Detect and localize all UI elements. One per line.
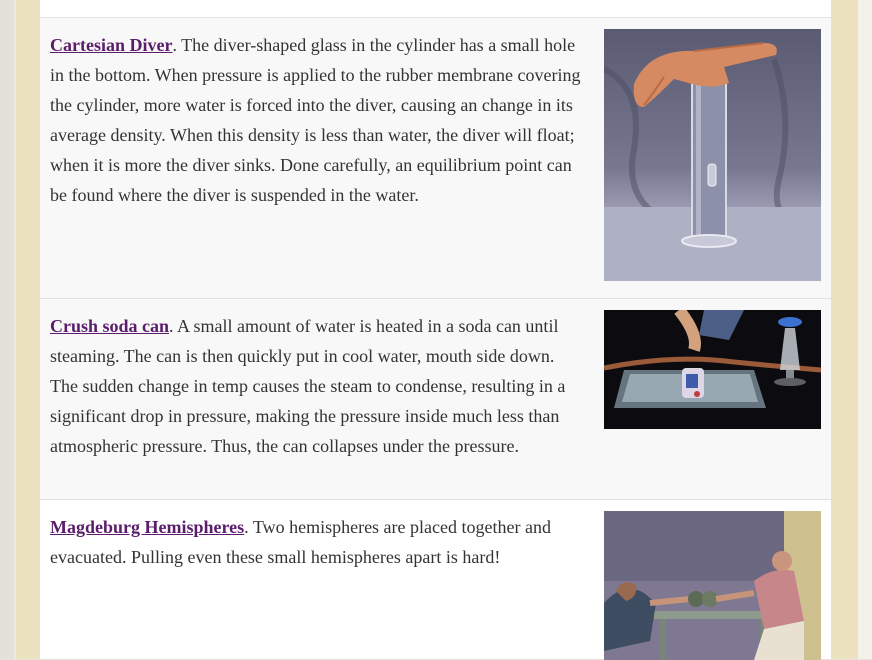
item-text (50, 30, 582, 210)
cartesian-diver-photo[interactable] (604, 29, 821, 281)
item-description: . The diver-shaped glass in the cylinder has a small hole in the bottom. When pressure is applied to the rubber membrane covering the cylinder, more water is forced into the diver, causing an change in its average density. When this density is less than water, the diver will float; when it is more the diver sinks. Done carefully, an equilibrium point can be found where the diver is suspended in the water. (50, 35, 581, 205)
item-text (50, 512, 582, 572)
item-text (50, 311, 582, 461)
item-description: . Two hemispheres are placed together and evacuated. Pulling even these small hemispheres apart is hard! (50, 517, 551, 567)
demo-link-magdeburg-hemispheres[interactable]: Magdeburg Hemispheres (50, 517, 245, 537)
demo-link-cartesian-diver[interactable]: Cartesian Diver (50, 35, 173, 55)
crush-soda-can-photo[interactable] (604, 310, 821, 429)
magdeburg-hemispheres-photo[interactable] (604, 511, 821, 660)
item-description: . A small amount of water is heated in a soda can until steaming. The can is then quickly put in cool water, mouth side down. The sudden change in temp causes the steam to condense, resulting in a significant drop in pressure, making the pressure inside much less than atmospheric pressure. Thus, the can collapses under the pressure. (50, 316, 566, 456)
list-item (40, 298, 831, 500)
list-item (40, 499, 831, 659)
list-item (40, 17, 831, 299)
demo-link-crush-soda-can[interactable]: Crush soda can (50, 316, 170, 336)
demo-list (40, 0, 831, 659)
